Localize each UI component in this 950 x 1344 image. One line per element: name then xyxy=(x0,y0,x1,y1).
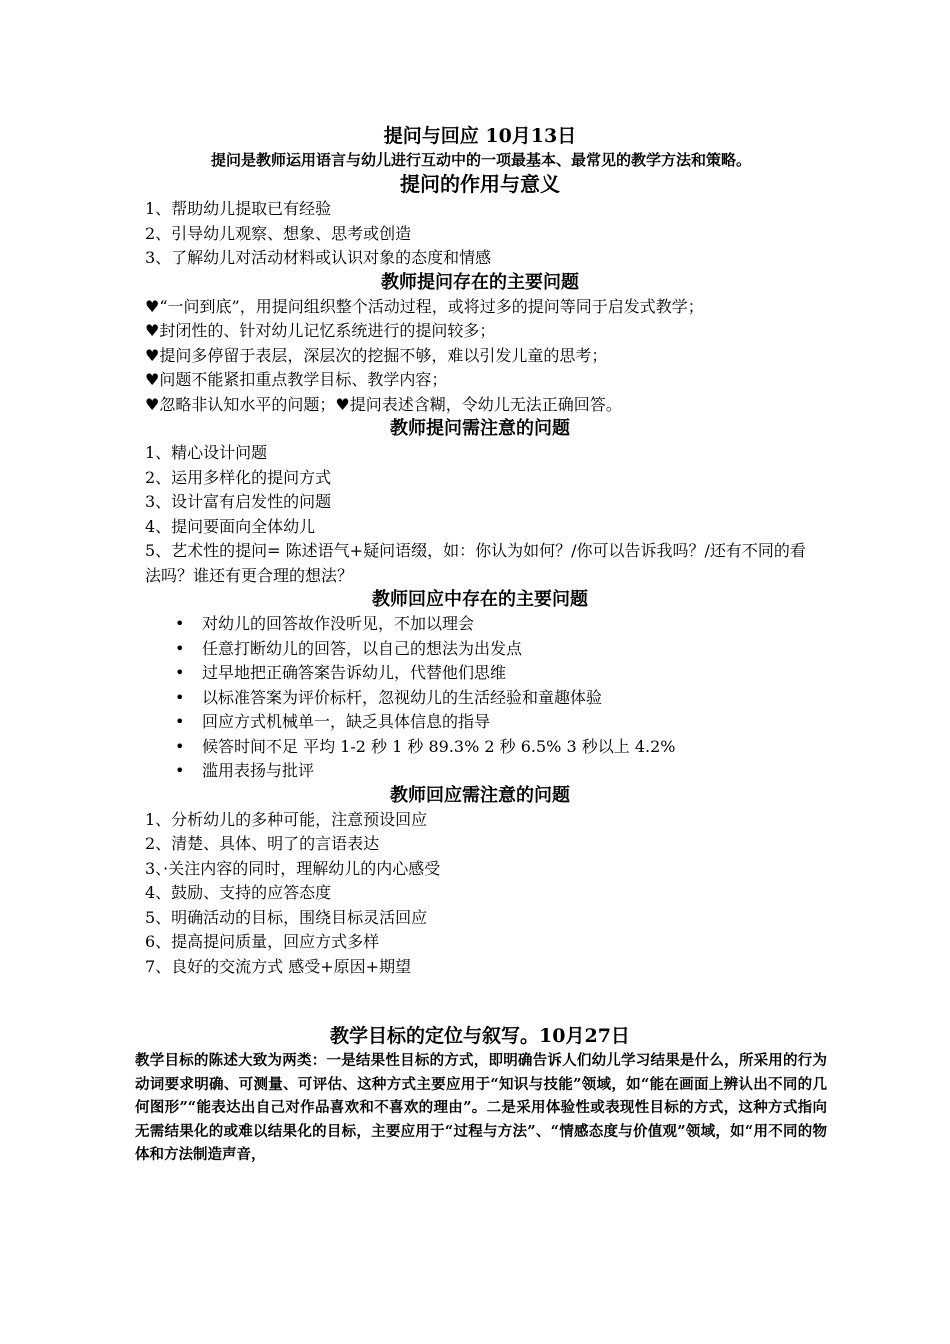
list-item: 7、良好的交流方式 感受+原因+期望 xyxy=(145,956,412,976)
list-item-text: 候答时间不足 平均 1-2 秒 1 秒 89.3% 2 秒 6.5% 3 秒以上 4.2% xyxy=(202,736,676,756)
list-item: 2、运用多样化的提问方式 xyxy=(145,467,332,487)
list-item: 3、设计富有启发性的问题 xyxy=(145,492,332,511)
response-problems-heading: 教师回应中存在的主要问题 xyxy=(372,589,588,610)
list-item xyxy=(145,637,815,662)
list-item: ♥提问多停留于表层，深层次的挖掘不够，难以引发儿童的思考； xyxy=(145,345,608,365)
section-gap xyxy=(145,979,815,1023)
list-item xyxy=(145,710,815,735)
list-item: 2、清楚、具体、明了的言语表达 xyxy=(145,834,380,853)
document-content xyxy=(135,123,827,1167)
section1-intro: 提问是教师运用语言与幼儿进行互动中的一项最基本、最常见的教学方法和策略。 xyxy=(211,151,752,169)
problems-list xyxy=(145,295,815,418)
list-item: 2、引导幼儿观察、想象、思考或创造 xyxy=(145,223,412,243)
list-item-text: 过早地把正确答案告诉幼儿，代替他们思维 xyxy=(202,663,507,682)
list-item xyxy=(145,612,815,637)
bullet-icon: • xyxy=(175,614,185,633)
list-item-text: 回应方式机械单一，缺乏具体信息的指导 xyxy=(202,712,491,731)
bullet-icon: • xyxy=(175,687,185,707)
bullet-icon: • xyxy=(175,638,185,658)
bullet-icon: • xyxy=(175,712,185,731)
list-item: 1、帮助幼儿提取已有经验 xyxy=(145,199,332,218)
list-item xyxy=(145,686,815,711)
bullet-icon: • xyxy=(175,761,185,780)
problems-heading: 教师提问存在的主要问题 xyxy=(381,271,579,293)
response-problems-list xyxy=(145,612,815,784)
section2-paragraph: 教学目标的陈述大致为两类：一是结果性目标的方式，即明确告诉人们幼儿学习结果是什么，所采用的行为动词要求明确、可测量、可评估、这种方式主要应用于“知识与技能”领域，如“能在画面上辨认出不同的几何图形”“能表达出自己对作品喜欢和不喜欢的理由”。二是采用体验性或表现性目标的方式，这种方式指向无需结果化的或难以结果化的目标，主要应用于“过程与方法”、“情感态度与价值观”领域，如“用不同的物体和方法制造声音， xyxy=(135,1052,827,1163)
list-item: 6、提高提问质量，回应方式多样 xyxy=(145,932,380,951)
list-item: 5、明确活动的目标，围绕目标灵活回应 xyxy=(145,907,428,927)
list-item: 1、精心设计问题 xyxy=(145,443,268,462)
list-item: 4、鼓励、支持的应答态度 xyxy=(145,883,332,902)
bullet-icon: • xyxy=(175,663,185,682)
notes-heading: 教师提问需注意的问题 xyxy=(390,418,570,439)
notes-list xyxy=(145,441,815,588)
list-item: 3、·关注内容的同时，理解幼儿的内心感受 xyxy=(145,858,441,878)
list-item: ♥忽略非认知水平的问题；♥提问表述含糊，令幼儿无法正确回答。 xyxy=(145,394,622,414)
section1-title: 提问与回应 10月13日 xyxy=(383,125,577,147)
list-item-text: 滥用表扬与批评 xyxy=(202,761,315,780)
list-item-text: 对幼儿的回答故作没听见，不加以理会 xyxy=(202,614,475,633)
list-item: 1、分析幼儿的多种可能，注意预设回应 xyxy=(145,809,428,829)
response-notes-heading: 教师回应需注意的问题 xyxy=(390,784,570,806)
role-heading: 提问的作用与意义 xyxy=(400,172,560,196)
list-item xyxy=(145,759,815,784)
list-item: ♥问题不能紧扣重点教学目标、教学内容； xyxy=(145,370,448,389)
section2-title: 教学目标的定位与叙写。10月27日 xyxy=(330,1025,630,1047)
list-item: 5、艺术性的提问= 陈述语气+疑问语缀，如：你认为如何？/你可以告诉我吗？/还有不同的看法吗？谁还有更合理的想法？ xyxy=(145,541,806,585)
list-item-text: 以标准答案为评价标杆，忽视幼儿的生活经验和童趣体验 xyxy=(202,687,603,707)
list-item: 4、提问要面向全体幼儿 xyxy=(145,516,316,536)
list-item: ♥封闭性的、针对幼儿记忆系统进行的提问较多； xyxy=(145,321,496,340)
list-item: 3、了解幼儿对活动材料或认识对象的态度和情感 xyxy=(145,248,492,267)
response-notes-list xyxy=(145,808,815,980)
list-item: ♥“一问到底”，用提问组织整个活动过程，或将过多的提问等同于启发式教学； xyxy=(145,296,704,316)
list-item xyxy=(145,661,815,686)
role-list xyxy=(145,197,815,271)
bullet-icon: • xyxy=(175,736,185,756)
list-item xyxy=(145,735,815,760)
list-item-text: 任意打断幼儿的回答，以自己的想法为出发点 xyxy=(202,638,523,658)
